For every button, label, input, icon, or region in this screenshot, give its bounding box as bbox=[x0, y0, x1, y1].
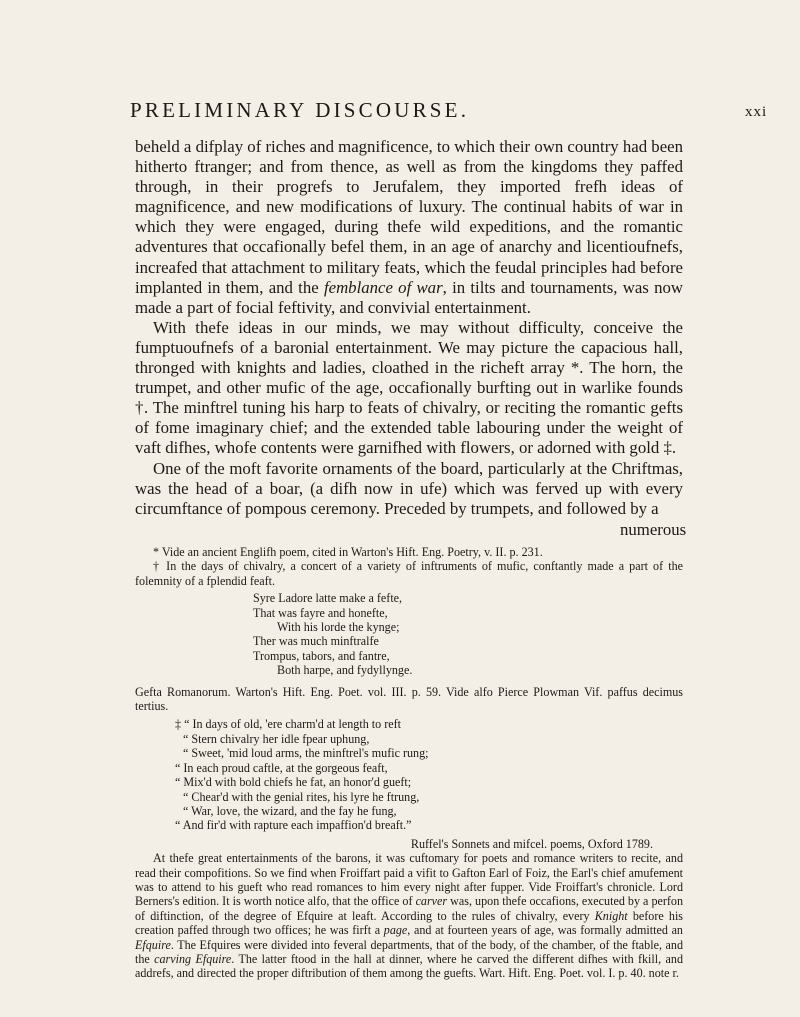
catchword: numerous bbox=[620, 520, 687, 539]
verse-line: “ And fir'd with rapture each impaffion'd breaft.” bbox=[175, 818, 412, 833]
running-header bbox=[0, 98, 800, 128]
paragraph: With thefe ideas in our minds, we may without difficulty, conceive the fumptuoufnefs of a baronial entertainment. We may picture the capacious hall, thronged with knights and ladies, cloathed in the richeft array *. The horn, the trumpet, and other mufic of the age, occafionally burfting out in warlike founds †. The minftrel tuning his harp to feats of chivalry, or reciting the romantic gefts of fome imaginary chief; and the extended table labouring under the weight of vaft difhes, whofe contents were garnifhed with flowers, or adorned with gold ‡. bbox=[135, 317, 683, 458]
verse-line: “ In each proud caftle, at the gorgeous feaft, bbox=[175, 760, 388, 775]
verse-line: “ War, love, the wizard, and the fay he fung, bbox=[183, 803, 397, 818]
footnote: † In the days of chivalry, a concert of a variety of inftruments of mufic, conftantly made a part of the folemnity of a fplendid feaft. bbox=[135, 559, 683, 588]
verse-line: “ Stern chivalry her idle fpear uphung, bbox=[183, 731, 370, 746]
verse-line: That was fayre and honefte, bbox=[253, 605, 388, 620]
verse-line: “ Mix'd with bold chiefs he fat, an honor'd gueft; bbox=[175, 775, 412, 790]
footnote-citation: Gefta Romanorum. Warton's Hift. Eng. Poet. vol. III. p. 59. Vide alfo Pierce Plowman Vif. paffus decimus tertius. bbox=[135, 684, 683, 714]
paragraph: One of the moft favorite ornaments of the board, particularly at the Chriftmas, was the head of a boar, (a difh now in ufe) which was ferved up with every circumftance of pompous ceremony. Preceded by trumpets, and followed by a bbox=[135, 458, 683, 518]
paragraph: beheld a difplay of riches and magnificence, to which their own country had been hitherto ftranger; and from thence, as well as from the kingdoms they paffed through, in their progrefs to Jerufalem, they imported frefh ideas of magnificence, and new modifications of luxury. The continual habits of war in which they were engaged, during thefe wild expeditions, and the romantic adventures that occafionally befel them, in an age of anarchy and licentioufnefs, increafed that attachment to military feats, which the feudal principles had before implanted in them, and the femblance of war, in tilts and tournaments, was now made a part of focial feftivity, and convivial entertainment. bbox=[135, 137, 683, 317]
footnote: At thefe great entertainments of the barons, it was cuftomary for poets and romance writers to recite, and read their compofitions. So we find when Froiffart paid a vifit to Gafton Earl of Foiz, the Earl's chief amufement was to attend to his gueft who read romances to him every night after fupper. Vide Froiffart's chronicle. Lord Berners's edition. It is worth notice alfo, that the office of carver was, upon thefe occafions, executed by a perfon of diftinction, of the degree of Efquire at leaft. According to the rules of chivalry, every Knight before his creation paffed through two offices; he was firft a page, and at fourteen years of age, was formally admitted an Efquire. The Efquires were divided into feveral departments, that of the body, of the chamber, of the ftable, and the carving Efquire. The latter ftood in the hall at dinner, where he carved the different difhes with fkill, and addrefs, and directed the proper diftribution of them among the guefts. Wart. Hift. Eng. Poet. vol. I. p. 40. note r. bbox=[135, 851, 684, 981]
verse-line: Both harpe, and fydyllynge. bbox=[277, 663, 413, 678]
footnotes bbox=[135, 545, 683, 981]
page-number: xxi bbox=[745, 104, 768, 120]
sonnet-quote bbox=[175, 717, 683, 832]
verse-line: With his lorde the kynge; bbox=[277, 620, 400, 635]
verse-line: ‡ “ In days of old, 'ere charm'd at length to reft bbox=[175, 717, 401, 732]
verse-line: “ Chear'd with the genial rites, his lyre he ftrung, bbox=[183, 789, 420, 804]
verse-line: Ther was much minftralfe bbox=[253, 634, 379, 649]
verse-line: Syre Ladore latte make a fefte, bbox=[253, 591, 403, 606]
footnote: * Vide an ancient Englifh poem, cited in Warton's Hift. Eng. Poetry, v. II. p. 231. bbox=[153, 545, 543, 559]
verse-line: “ Sweet, 'mid loud arms, the minftrel's mufic rung; bbox=[183, 746, 429, 761]
running-title: PRELIMINARY DISCOURSE. bbox=[130, 98, 470, 122]
main-text bbox=[135, 137, 683, 519]
verse-quote bbox=[253, 591, 683, 677]
sonnet-citation: Ruffel's Sonnets and mifcel. poems, Oxford 1789. bbox=[410, 836, 653, 851]
verse-line: Trompus, tabors, and fantre, bbox=[253, 648, 390, 663]
